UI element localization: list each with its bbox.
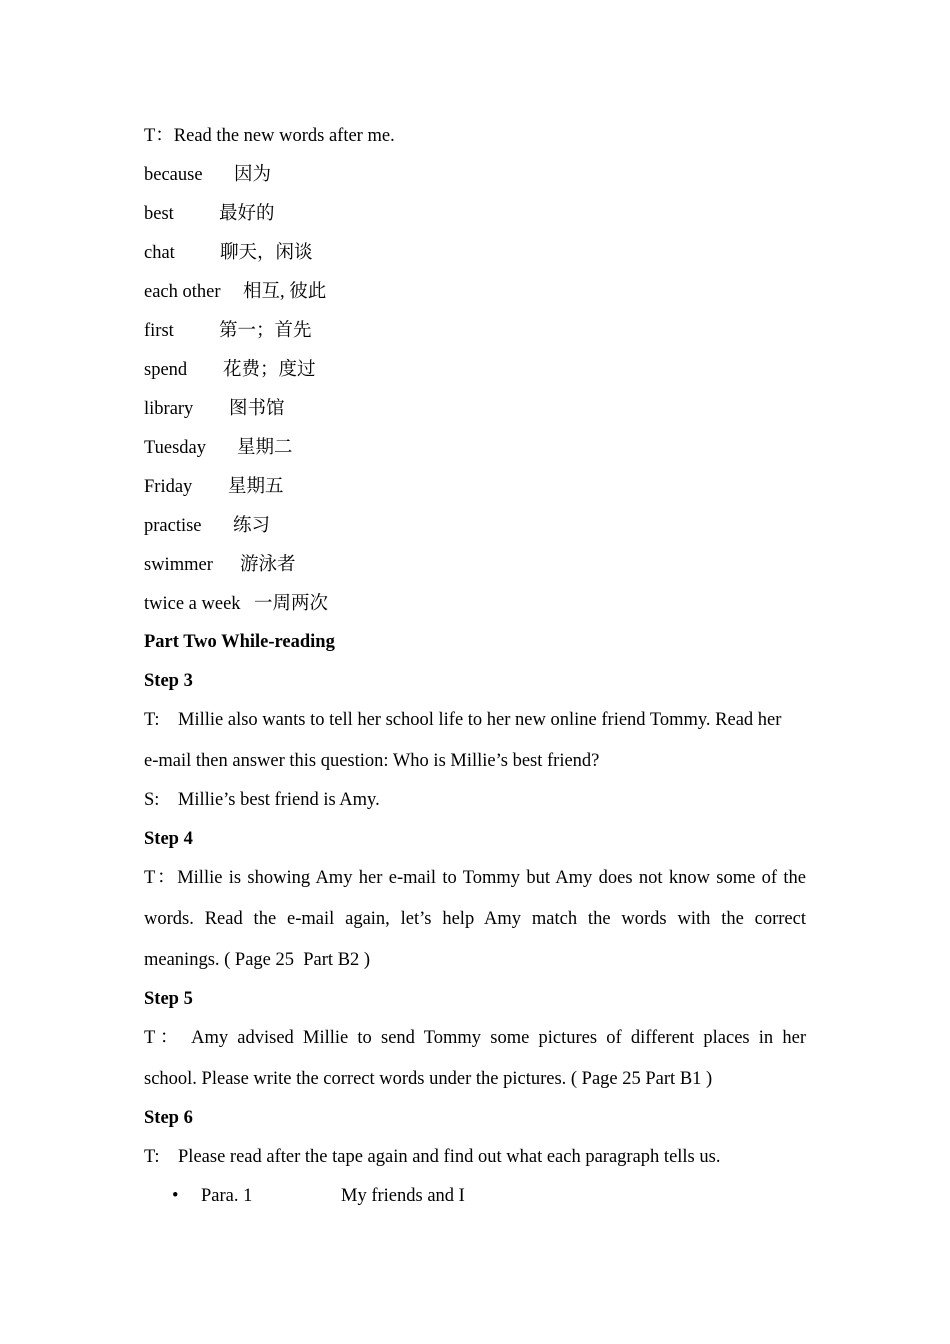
intro-line: T：Read the new words after me. [144,126,395,146]
vocab-item [144,592,328,616]
vocab-chinese: 图书馆 [229,399,285,419]
vocab-english: Friday [144,477,193,497]
vocab-item [144,436,293,460]
step-heading: Step 3 [144,671,193,691]
step-heading: Step 5 [144,989,193,1009]
vocab-item [144,202,275,226]
vocab-english: because [144,165,203,185]
vocab-item [144,514,270,538]
paragraph-label: Para. 1 [201,1186,253,1206]
vocab-english: best [144,204,174,224]
vocab-chinese: 聊天，闲谈 [220,243,313,263]
teacher-line: words. Read the e-mail again, let’s help Amy match the words with the correct [144,909,806,929]
vocab-chinese: 因为 [234,165,272,185]
vocab-english: each other [144,282,221,302]
vocab-item [144,358,316,382]
student-line: S: Millie’s best friend is Amy. [144,790,380,810]
vocab-chinese: 第一；首先 [219,321,312,341]
section-heading: Part Two While-reading [144,632,335,652]
vocab-english: chat [144,243,175,263]
vocab-english: spend [144,360,188,380]
vocab-chinese: 星期五 [228,477,284,497]
teacher-line: T：Millie is showing Amy her e-mail to Tommy but Amy does not know some of the [144,868,806,888]
vocab-chinese: 一周两次 [254,594,329,614]
paragraph-title: My friends and I [341,1186,465,1206]
vocab-item [144,319,312,343]
vocab-chinese: 最好的 [219,204,275,224]
vocab-english: practise [144,516,202,536]
teacher-line: T: Please read after the tape again and find out what each paragraph tells us. [144,1147,721,1167]
vocab-item [144,553,296,577]
teacher-line: e-mail then answer this question: Who is Millie’s best friend? [144,751,600,771]
vocab-english: Tuesday [144,438,207,458]
step-heading: Step 4 [144,829,193,849]
teacher-line: T: Millie also wants to tell her school life to her new online friend Tommy. Read her [144,710,782,730]
vocab-chinese: 练习 [233,516,271,536]
vocab-chinese: 星期二 [237,438,293,458]
vocab-english: library [144,399,194,419]
vocab-item [144,475,284,499]
vocab-item [144,163,271,187]
teacher-line: meanings. ( Page 25 Part B2 ) [144,950,371,970]
vocab-chinese: 花费；度过 [223,360,316,380]
vocab-english: twice a week [144,594,241,614]
vocab-item [144,241,313,265]
vocab-english: swimmer [144,555,213,575]
vocab-item [144,280,326,304]
bullet-icon: • [172,1186,179,1206]
teacher-line: T： Amy advised Millie to send Tommy some pictures of different places in her [144,1028,806,1048]
vocab-chinese: 游泳者 [240,555,296,575]
teacher-line: school. Please write the correct words under the pictures. ( Page 25 Part B1 ) [144,1069,713,1089]
vocab-english: first [144,321,174,341]
vocab-chinese: 相互, 彼此 [243,282,327,302]
step-heading: Step 6 [144,1108,193,1128]
vocab-item [144,397,285,421]
